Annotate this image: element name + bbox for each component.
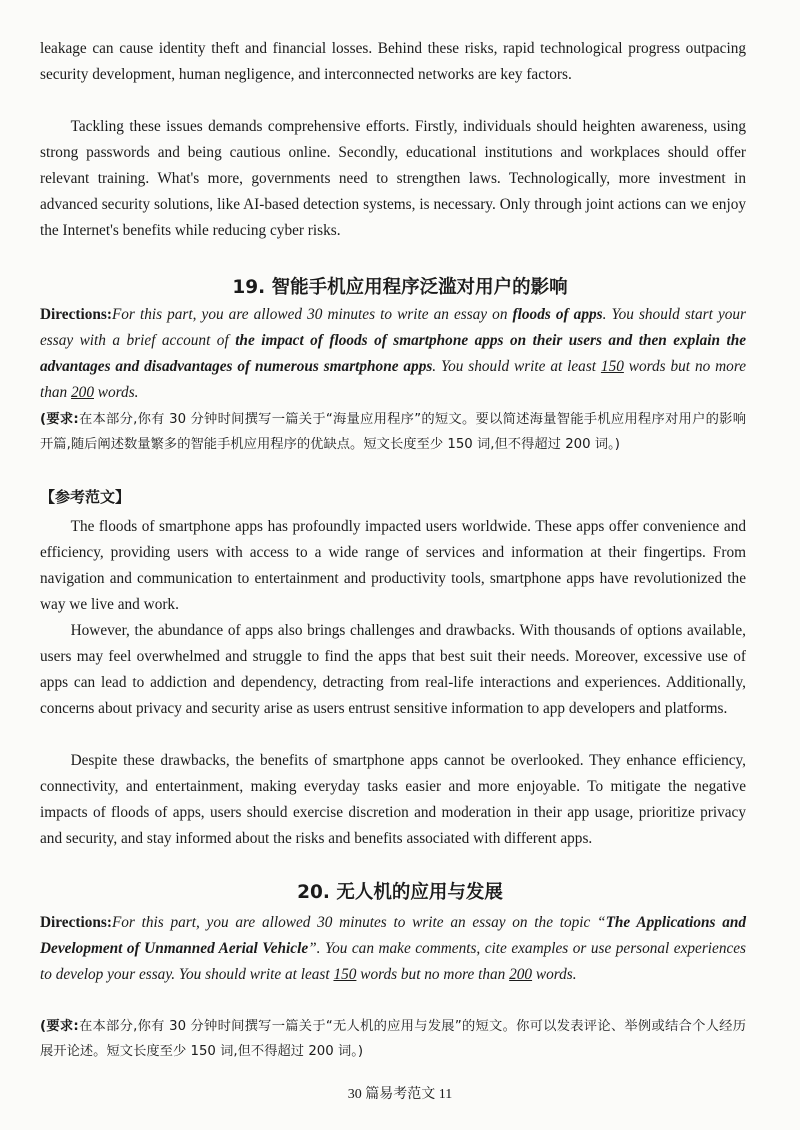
section-19-title: 19. 智能手机应用程序泛滥对用户的影响 <box>232 277 568 298</box>
directions-label: Directions: <box>40 914 112 931</box>
intro-paragraph-1: leakage can cause identity theft and financial losses. Behind these risks, rapid technological progress outpacing security development, human negligence, and interconnected networks are key factors. <box>40 40 746 83</box>
reference-essay-label: 【参考范文】 <box>40 488 131 506</box>
intro-paragraph-1-container <box>40 36 746 88</box>
section-20-requirement: (要求:在本部分,你有 30 分钟时间撰写一篇关于“无人机的应用与发展”的短文。你可以发表评论、举例或结合个人经历展开论述。短文长度至少 150 词,但不得超过 200 词。) <box>40 1019 746 1059</box>
directions-label: Directions: <box>40 306 112 323</box>
reference-essay-label-container <box>40 486 746 507</box>
section-19-directions-container <box>40 302 746 406</box>
intro-paragraph-2: Tackling these issues demands comprehensive efforts. Firstly, individuals should heighten awareness, using strong passwords and being cautious online. Secondly, educational institutions and workplaces should offer relevant training. What's more, governments need to strengthen laws. Technologically, more investment in advanced security solutions, like AI-based detection systems, is necessary. Only through joint actions can we enjoy the Internet's benefits while reducing cyber risks. <box>40 118 746 239</box>
essay-19-paragraph-2: However, the abundance of apps also brings challenges and drawbacks. With thousands of options available, users may feel overwhelmed and struggle to find the apps that best suit their needs. Moreover, excessive use of apps can lead to addiction and dependency, detracting from real-life interactions and experiences. Additionally, concerns about privacy and security arise as users entrust sensitive information to app developers and platforms. <box>40 622 746 717</box>
section-20-directions: Directions:For this part, you are allowed 30 minutes to write an essay on the topic “The Applications and Development of Unmanned Aerial Vehicle”. You can make comments, cite examples or use personal experiences to develop your essay. You should write at least 150 words but no more than 200 words. <box>40 914 746 983</box>
section-20-title: 20. 无人机的应用与发展 <box>297 882 503 903</box>
essay-19-paragraph-3: Despite these drawbacks, the benefits of smartphone apps cannot be overlooked. They enhance efficiency, connectivity, and entertainment, making everyday tasks easier and more enjoyable. To mitigate the negative impacts of floods of apps, users should exercise discretion and moderation in their app usage, prioritize privacy and security, and stay informed about the risks and benefits associated with different apps. <box>40 752 746 847</box>
section-19-requirement-container <box>40 407 746 457</box>
essay-19-paragraph-3-container <box>40 748 746 852</box>
section-20-requirement-container <box>40 1014 746 1064</box>
essay-19-paragraph-2-container <box>40 618 746 722</box>
section-19-directions: Directions:For this part, you are allowed 30 minutes to write an essay on floods of apps. You should start your essay with a brief account of the impact of floods of smartphone apps on their users and then explain the advantages and disadvantages of numerous smartphone apps. You should write at least 150 words but no more than 200 words. <box>40 306 747 401</box>
section-20-directions-container <box>40 910 746 988</box>
page-footer: 30 篇易考范文 11 <box>347 1087 453 1102</box>
intro-paragraph-2-container <box>40 114 746 244</box>
essay-19-paragraph-1-container <box>40 514 746 618</box>
essay-19-paragraph-1: The floods of smartphone apps has profoundly impacted users worldwide. These apps offer convenience and efficiency, providing users with access to a wide range of services and information at their fingertips. From navigation and communication to entertainment and productivity tools, smartphone apps have revolutionized the way we live and work. <box>40 518 746 613</box>
section-19-requirement: (要求:在本部分,你有 30 分钟时间撰写一篇关于“海量应用程序”的短文。要以简述海量智能手机应用程序对用户的影响开篇,随后阐述数量繁多的智能手机应用程序的优缺点。短文长度至少 150 词,但不得超过 200 词。) <box>40 412 746 452</box>
